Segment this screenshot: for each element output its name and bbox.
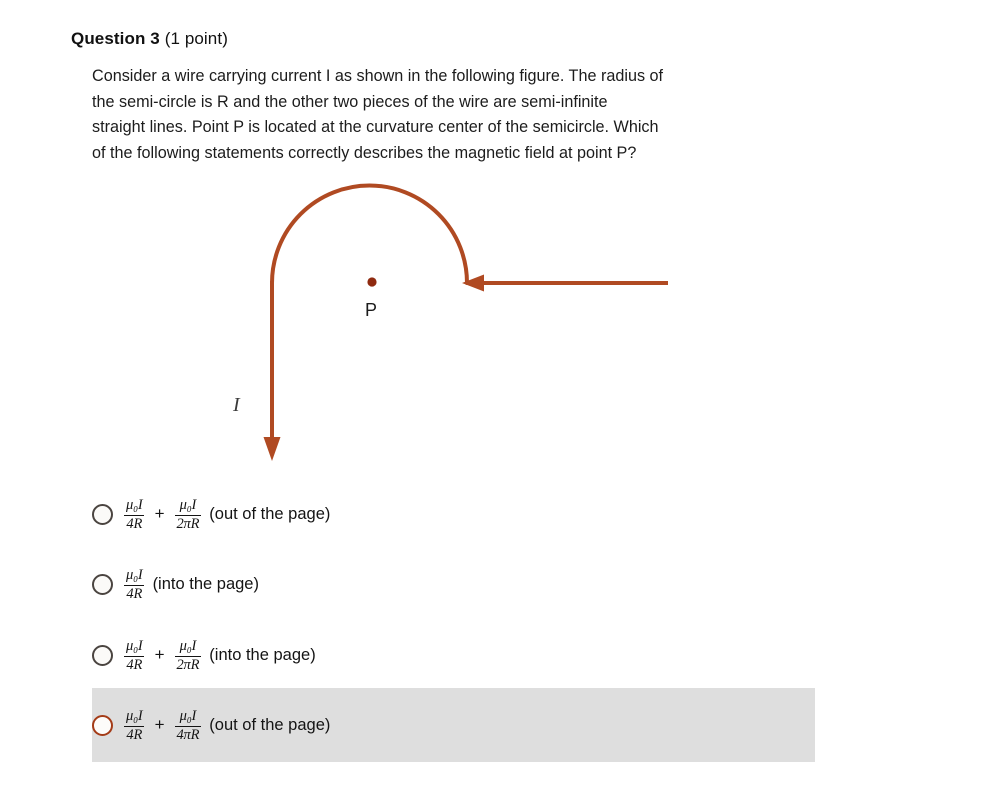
wire-current-figure	[0, 160, 1002, 480]
plus-operator: +	[154, 715, 165, 734]
question-header	[71, 28, 228, 50]
fraction-term-2	[175, 498, 202, 532]
fraction-numerator: μ₀I	[179, 707, 197, 724]
fraction-term-1	[124, 639, 145, 673]
question-number-label: Question 3	[71, 29, 160, 48]
fraction-term-2	[175, 639, 202, 673]
fraction-term-2	[175, 709, 202, 743]
question-body-line: the semi-circle is R and the other two pieces of the wire are semi-infinite	[92, 92, 608, 111]
answer-option-3[interactable]	[92, 627, 815, 683]
answer-option-4[interactable]	[92, 688, 815, 762]
question-body-line: Consider a wire carrying current I as shown in the following figure. The radius of	[92, 67, 664, 85]
radio-button-option-3[interactable]	[92, 645, 113, 666]
fraction-numerator: μ₀I	[179, 637, 197, 654]
answer-option-3-text	[123, 638, 316, 672]
fraction-numerator: μ₀I	[126, 707, 143, 724]
answer-option-4-text	[123, 708, 330, 742]
fraction-numerator: μ₀I	[126, 566, 143, 583]
fraction-denominator: 4R	[126, 656, 143, 673]
field-direction-label: (out of the page)	[209, 715, 331, 734]
current-arrowhead-down-icon	[264, 437, 281, 461]
wire-diagram-svg	[0, 160, 1002, 480]
fraction-denominator: 4R	[126, 585, 143, 602]
question-body-line: of the following statements correctly describes the magnetic field at point P?	[92, 143, 637, 162]
point-p-label: P	[365, 300, 378, 320]
fraction-denominator: 4R	[126, 726, 143, 743]
fraction-numerator: μ₀I	[126, 637, 143, 654]
fraction-denominator: 4πR	[176, 726, 200, 743]
answer-option-2-text	[123, 567, 259, 601]
point-p-dot-icon	[367, 277, 376, 286]
field-direction-label: (into the page)	[152, 574, 259, 593]
fraction-numerator: μ₀I	[126, 496, 143, 513]
radio-button-option-4[interactable]	[92, 715, 113, 736]
fraction-numerator: μ₀I	[179, 496, 197, 513]
semicircle-wire-path	[272, 186, 467, 284]
question-points-label: (1 point)	[164, 29, 228, 48]
radio-button-option-1[interactable]	[92, 504, 113, 525]
fraction-denominator: 2πR	[176, 515, 200, 532]
fraction-denominator: 4R	[126, 515, 143, 532]
radio-button-option-2[interactable]	[92, 574, 113, 595]
fraction-term-1	[124, 498, 145, 532]
question-body-line: straight lines. Point P is located at the curvature center of the semicircle. Which	[92, 118, 659, 136]
field-direction-label: (into the page)	[209, 645, 316, 664]
field-direction-label: (out of the page)	[209, 504, 331, 523]
plus-operator: +	[154, 504, 165, 523]
fraction-term-1	[124, 568, 145, 602]
question-body-text	[92, 64, 822, 166]
answer-option-1-text	[123, 497, 330, 531]
plus-operator: +	[154, 645, 165, 664]
fraction-term-1	[124, 709, 145, 743]
answer-option-1[interactable]	[92, 486, 815, 542]
fraction-denominator: 2πR	[176, 656, 200, 673]
answer-option-2[interactable]	[92, 556, 815, 612]
current-i-label: I	[233, 394, 240, 416]
